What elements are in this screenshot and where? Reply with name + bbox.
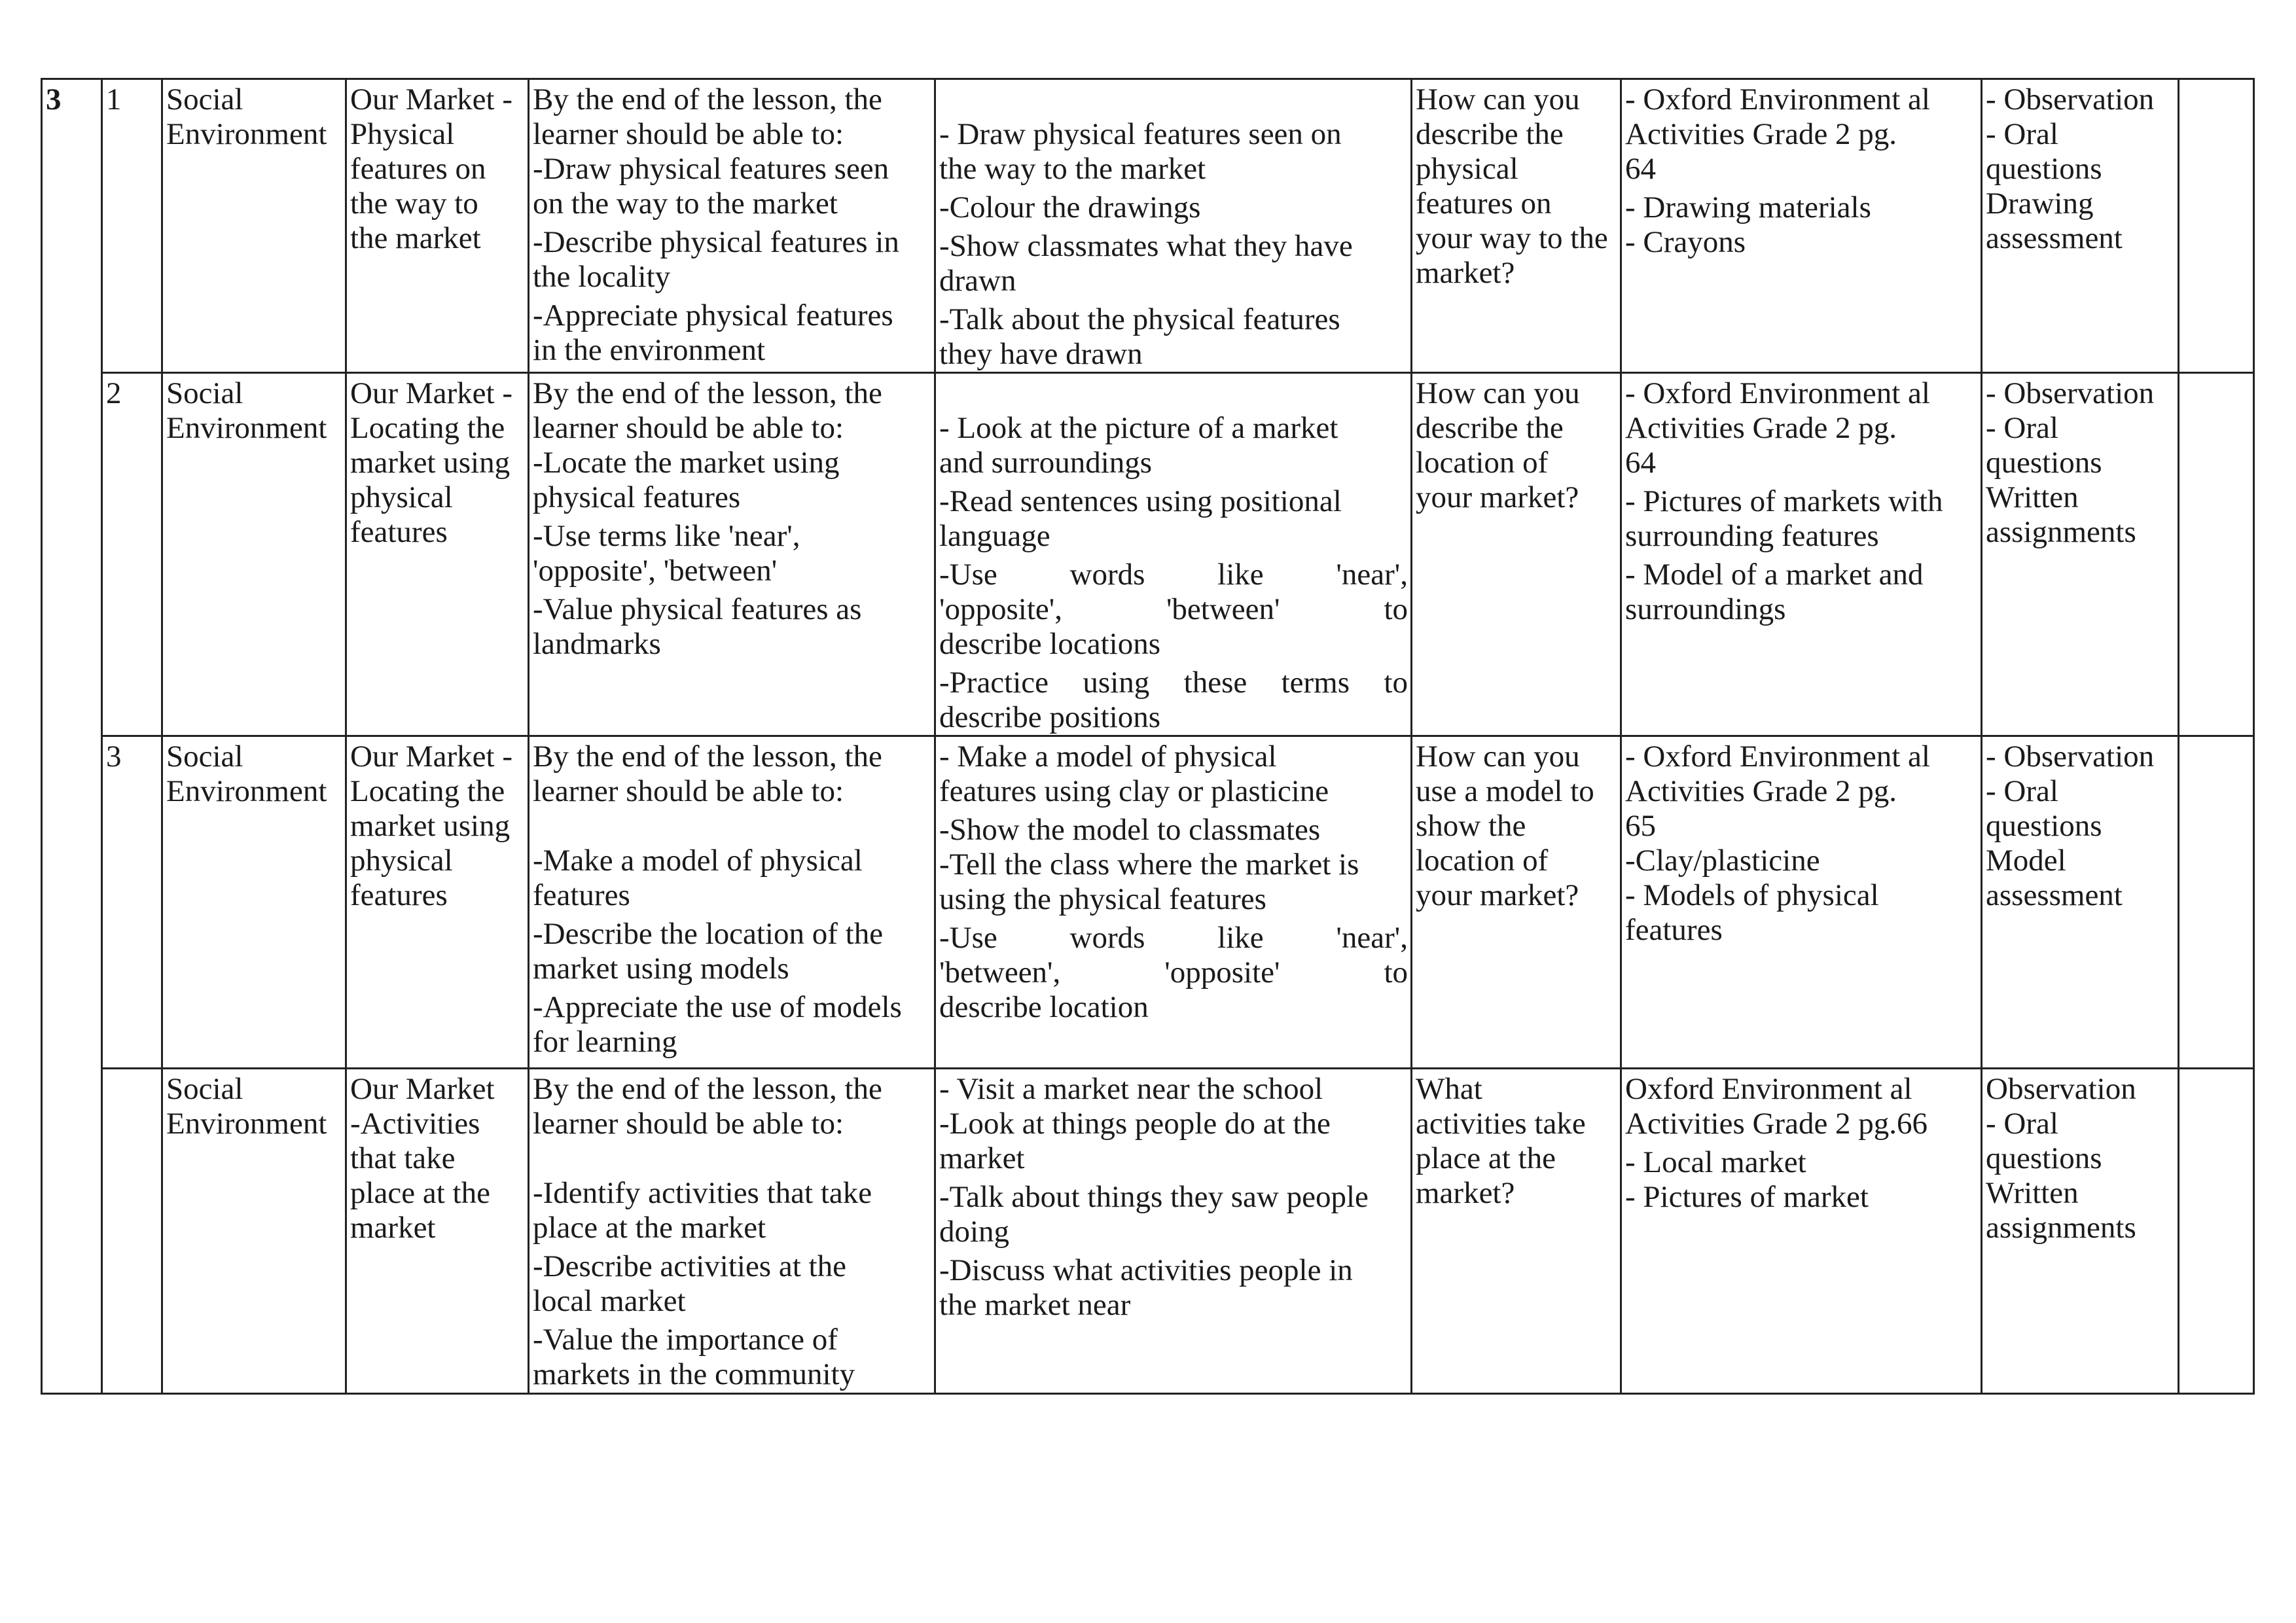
resources-cell bbox=[1621, 1069, 1982, 1394]
assessment-cell bbox=[1982, 736, 2179, 1069]
inquiry-text: place at the bbox=[1416, 1141, 1556, 1175]
experience-item: using the physical features bbox=[939, 882, 1266, 916]
outcomes-intro: By the end of the lesson, the bbox=[533, 82, 882, 116]
experience-item: they have drawn bbox=[939, 337, 1143, 371]
experience-line: 'opposite', 'between' to bbox=[939, 592, 1408, 626]
assessment-text: - Observation bbox=[1986, 376, 2155, 410]
outcomes-intro: learner should be able to: bbox=[533, 1107, 844, 1141]
assessment-text: assignments bbox=[1986, 1211, 2136, 1245]
resource-item: features bbox=[1625, 913, 1723, 947]
outcomes-intro: By the end of the lesson, the bbox=[533, 376, 882, 410]
assessment-text: questions bbox=[1986, 1141, 2102, 1175]
experience-item: market bbox=[939, 1141, 1025, 1175]
assessment-text: questions bbox=[1986, 809, 2102, 843]
strand-text: Environment bbox=[166, 1107, 327, 1141]
experience-item: -Look at things people do at the bbox=[939, 1107, 1331, 1141]
learning-experiences-cell bbox=[935, 736, 1412, 1069]
experience-item: drawn bbox=[939, 264, 1016, 298]
strand-cell bbox=[162, 1069, 346, 1394]
outcomes-intro: learner should be able to: bbox=[533, 411, 844, 445]
inquiry-text: activities take bbox=[1416, 1107, 1586, 1141]
lesson-number: 1 bbox=[106, 82, 122, 116]
key-inquiry-cell bbox=[1412, 736, 1621, 1069]
sub-strand-text: Our Market - bbox=[350, 82, 512, 116]
resource-item: - Oxford Environment al bbox=[1625, 376, 1930, 410]
experience-item: - Visit a market near the school bbox=[939, 1072, 1323, 1106]
experience-item: doing bbox=[939, 1215, 1010, 1249]
assessment-text: Written bbox=[1986, 480, 2079, 514]
assessment-text: questions bbox=[1986, 152, 2102, 186]
learning-experiences-cell bbox=[935, 1069, 1412, 1394]
inquiry-text: your market? bbox=[1416, 878, 1579, 912]
sub-strand-cell bbox=[346, 373, 529, 736]
inquiry-text: What bbox=[1416, 1072, 1482, 1106]
outcomes-intro: By the end of the lesson, the bbox=[533, 740, 882, 774]
sub-strand-text: the market bbox=[350, 221, 481, 255]
outcome-item: -Appreciate the use of models bbox=[533, 990, 902, 1024]
resource-item: 64 bbox=[1625, 152, 1656, 186]
outcome-item: -Make a model of physical bbox=[533, 844, 863, 878]
outcome-item: -Describe activities at the bbox=[533, 1249, 846, 1283]
experience-item: -Read sentences using positional bbox=[939, 484, 1342, 518]
strand-text: Environment bbox=[166, 411, 327, 445]
resource-item: - Local market bbox=[1625, 1145, 1806, 1179]
experience-line: describe locations bbox=[939, 627, 1161, 661]
strand-text: Social bbox=[166, 1072, 243, 1106]
table-row bbox=[42, 1069, 2254, 1394]
outcome-item: the locality bbox=[533, 260, 671, 294]
inquiry-text: How can you bbox=[1416, 82, 1580, 116]
sub-strand-text: physical bbox=[350, 480, 453, 514]
resource-item: surroundings bbox=[1625, 592, 1786, 626]
sub-strand-cell bbox=[346, 736, 529, 1069]
experience-item: language bbox=[939, 519, 1050, 553]
outcomes-intro: learner should be able to: bbox=[533, 774, 844, 808]
sub-strand-text: Physical bbox=[350, 117, 455, 151]
resource-item: - Model of a market and bbox=[1625, 558, 1924, 592]
assessment-text: - Observation bbox=[1986, 740, 2155, 774]
strand-cell bbox=[162, 736, 346, 1069]
experience-item: the market near bbox=[939, 1288, 1131, 1322]
sub-strand-text: the way to bbox=[350, 187, 478, 221]
learning-outcomes-cell bbox=[529, 373, 935, 736]
inquiry-text: How can you bbox=[1416, 376, 1580, 410]
resource-item: surrounding features bbox=[1625, 519, 1879, 553]
assessment-text: questions bbox=[1986, 446, 2102, 480]
assessment-cell bbox=[1982, 1069, 2179, 1394]
inquiry-text: features on bbox=[1416, 187, 1552, 221]
key-inquiry-cell bbox=[1412, 1069, 1621, 1394]
experience-item bbox=[939, 558, 1408, 662]
inquiry-text: your market? bbox=[1416, 480, 1579, 514]
lesson-number: 3 bbox=[106, 740, 122, 774]
resource-item: - Oxford Environment al bbox=[1625, 82, 1930, 116]
assessment-text: - Observation bbox=[1986, 82, 2155, 116]
experience-item: the way to the market bbox=[939, 152, 1206, 186]
experience-item: -Talk about the physical features bbox=[939, 302, 1340, 336]
sub-strand-text: Our Market - bbox=[350, 740, 512, 774]
strand-cell bbox=[162, 79, 346, 373]
sub-strand-text: Our Market bbox=[350, 1072, 495, 1106]
sub-strand-text: place at the bbox=[350, 1176, 490, 1210]
outcome-item: place at the market bbox=[533, 1211, 766, 1245]
remarks-cell bbox=[2179, 79, 2254, 373]
sub-strand-text: Our Market - bbox=[350, 376, 512, 410]
assessment-cell bbox=[1982, 373, 2179, 736]
resource-item: Activities Grade 2 pg. bbox=[1625, 117, 1897, 151]
experience-item: -Discuss what activities people in bbox=[939, 1253, 1353, 1287]
lesson-cell bbox=[102, 373, 162, 736]
sub-strand-text: that take bbox=[350, 1141, 456, 1175]
resource-item: Activities Grade 2 pg. bbox=[1625, 411, 1897, 445]
assessment-cell bbox=[1982, 79, 2179, 373]
lesson-cell bbox=[102, 736, 162, 1069]
remarks-cell bbox=[2179, 373, 2254, 736]
strand-text: Social bbox=[166, 82, 243, 116]
outcome-item: 'opposite', 'between' bbox=[533, 554, 778, 588]
outcome-item: physical features bbox=[533, 480, 741, 514]
sub-strand-text: physical bbox=[350, 844, 453, 878]
outcome-item: for learning bbox=[533, 1025, 677, 1059]
lesson-cell bbox=[102, 79, 162, 373]
resources-cell bbox=[1621, 736, 1982, 1069]
outcome-item: market using models bbox=[533, 952, 789, 986]
scheme-of-work-table bbox=[41, 78, 2255, 1395]
inquiry-text: location of bbox=[1416, 446, 1549, 480]
strand-text: Social bbox=[166, 376, 243, 410]
key-inquiry-cell bbox=[1412, 373, 1621, 736]
sub-strand-text: features on bbox=[350, 152, 486, 186]
sub-strand-text: Locating the bbox=[350, 411, 505, 445]
outcome-item: markets in the community bbox=[533, 1357, 855, 1391]
inquiry-text: your way to the bbox=[1416, 221, 1608, 255]
learning-experiences-cell bbox=[935, 79, 1412, 373]
assessment-text: - Oral bbox=[1986, 411, 2058, 445]
inquiry-text: location of bbox=[1416, 844, 1549, 878]
experience-item: -Tell the class where the market is bbox=[939, 847, 1359, 882]
outcomes-intro: By the end of the lesson, the bbox=[533, 1072, 882, 1106]
outcome-item: -Locate the market using bbox=[533, 446, 840, 480]
lesson-cell bbox=[102, 1069, 162, 1394]
table-row bbox=[42, 373, 2254, 736]
assessment-text: Written bbox=[1986, 1176, 2079, 1210]
strand-text: Environment bbox=[166, 117, 327, 151]
resource-item: 65 bbox=[1625, 809, 1656, 843]
experience-item: -Talk about things they saw people bbox=[939, 1180, 1369, 1214]
sub-strand-text: market using bbox=[350, 446, 511, 480]
assessment-text: Model bbox=[1986, 844, 2066, 878]
experience-line: -Use words like 'near', bbox=[939, 558, 1408, 592]
sub-strand-text: features bbox=[350, 878, 448, 912]
experience-item: - Look at the picture of a market bbox=[939, 411, 1338, 445]
inquiry-text: market? bbox=[1416, 256, 1515, 290]
strand-cell bbox=[162, 373, 346, 736]
experience-line: -Practice using these terms to bbox=[939, 666, 1408, 700]
outcome-item: -Value the importance of bbox=[533, 1323, 838, 1357]
assessment-text: - Oral bbox=[1986, 1107, 2058, 1141]
assessment-text: - Oral bbox=[1986, 774, 2058, 808]
assessment-text: assessment bbox=[1986, 221, 2123, 255]
table-row bbox=[42, 79, 2254, 373]
sub-strand-cell bbox=[346, 1069, 529, 1394]
table-row bbox=[42, 736, 2254, 1069]
resources-cell bbox=[1621, 373, 1982, 736]
outcome-item: -Describe physical features in bbox=[533, 225, 899, 259]
resource-item: 64 bbox=[1625, 446, 1656, 480]
resources-cell bbox=[1621, 79, 1982, 373]
experience-item: and surroundings bbox=[939, 446, 1153, 480]
outcome-item: local market bbox=[533, 1284, 686, 1318]
outcome-item: -Use terms like 'near', bbox=[533, 519, 800, 553]
learning-outcomes-cell bbox=[529, 1069, 935, 1394]
sub-strand-text: Locating the bbox=[350, 774, 505, 808]
assessment-text: Observation bbox=[1986, 1072, 2136, 1106]
inquiry-text: describe the bbox=[1416, 411, 1564, 445]
sub-strand-text: market bbox=[350, 1211, 436, 1245]
assessment-text: assignments bbox=[1986, 515, 2136, 549]
inquiry-text: market? bbox=[1416, 1176, 1515, 1210]
inquiry-text: physical bbox=[1416, 152, 1518, 186]
resource-item: - Crayons bbox=[1625, 225, 1746, 259]
lesson-number: 2 bbox=[106, 376, 122, 410]
sub-strand-cell bbox=[346, 79, 529, 373]
outcome-item: -Identify activities that take bbox=[533, 1176, 872, 1210]
experience-line: -Use words like 'near', bbox=[939, 921, 1408, 955]
sub-strand-text: market using bbox=[350, 809, 511, 843]
experience-item: -Show classmates what they have bbox=[939, 229, 1353, 263]
resource-item: Oxford Environment al bbox=[1625, 1072, 1912, 1106]
outcome-item: landmarks bbox=[533, 627, 661, 661]
experience-item bbox=[939, 666, 1408, 735]
resource-item: - Pictures of market bbox=[1625, 1180, 1869, 1214]
resource-item: - Pictures of markets with bbox=[1625, 484, 1943, 518]
assessment-text: - Oral bbox=[1986, 117, 2058, 151]
assessment-text: Drawing bbox=[1986, 187, 2094, 221]
experience-line: 'between', 'opposite' to bbox=[939, 955, 1408, 990]
assessment-text: assessment bbox=[1986, 878, 2123, 912]
experience-line: describe positions bbox=[939, 700, 1161, 734]
outcome-item: features bbox=[533, 878, 630, 912]
strand-text: Social bbox=[166, 740, 243, 774]
learning-outcomes-cell bbox=[529, 79, 935, 373]
week-cell bbox=[42, 79, 102, 1394]
resource-item: -Clay/plasticine bbox=[1625, 844, 1820, 878]
experience-line: describe location bbox=[939, 990, 1149, 1024]
outcomes-intro: learner should be able to: bbox=[533, 117, 844, 151]
outcome-item: -Draw physical features seen bbox=[533, 152, 889, 186]
sub-strand-text: features bbox=[350, 515, 448, 549]
key-inquiry-cell bbox=[1412, 79, 1621, 373]
experience-item: -Colour the drawings bbox=[939, 190, 1201, 224]
outcome-item: -Appreciate physical features bbox=[533, 298, 893, 332]
outcome-item: on the way to the market bbox=[533, 187, 838, 221]
learning-experiences-cell bbox=[935, 373, 1412, 736]
learning-outcomes-cell bbox=[529, 736, 935, 1069]
week-number: 3 bbox=[46, 82, 62, 116]
inquiry-text: use a model to bbox=[1416, 774, 1594, 808]
experience-item: -Show the model to classmates bbox=[939, 813, 1321, 847]
experience-item bbox=[939, 921, 1408, 1025]
outcome-item: -Value physical features as bbox=[533, 592, 862, 626]
experience-item: features using clay or plasticine bbox=[939, 774, 1329, 808]
sub-strand-text: -Activities bbox=[350, 1107, 480, 1141]
inquiry-text: describe the bbox=[1416, 117, 1564, 151]
outcome-item: in the environment bbox=[533, 333, 766, 367]
experience-item: - Draw physical features seen on bbox=[939, 117, 1342, 151]
inquiry-text: show the bbox=[1416, 809, 1526, 843]
resource-item: - Oxford Environment al bbox=[1625, 740, 1930, 774]
resource-item: Activities Grade 2 pg.66 bbox=[1625, 1107, 1928, 1141]
outcome-item: -Describe the location of the bbox=[533, 917, 884, 951]
resource-item: - Drawing materials bbox=[1625, 190, 1871, 224]
remarks-cell bbox=[2179, 736, 2254, 1069]
resource-item: Activities Grade 2 pg. bbox=[1625, 774, 1897, 808]
experience-item: - Make a model of physical bbox=[939, 740, 1277, 774]
inquiry-text: How can you bbox=[1416, 740, 1580, 774]
remarks-cell bbox=[2179, 1069, 2254, 1394]
strand-text: Environment bbox=[166, 774, 327, 808]
resource-item: - Models of physical bbox=[1625, 878, 1879, 912]
